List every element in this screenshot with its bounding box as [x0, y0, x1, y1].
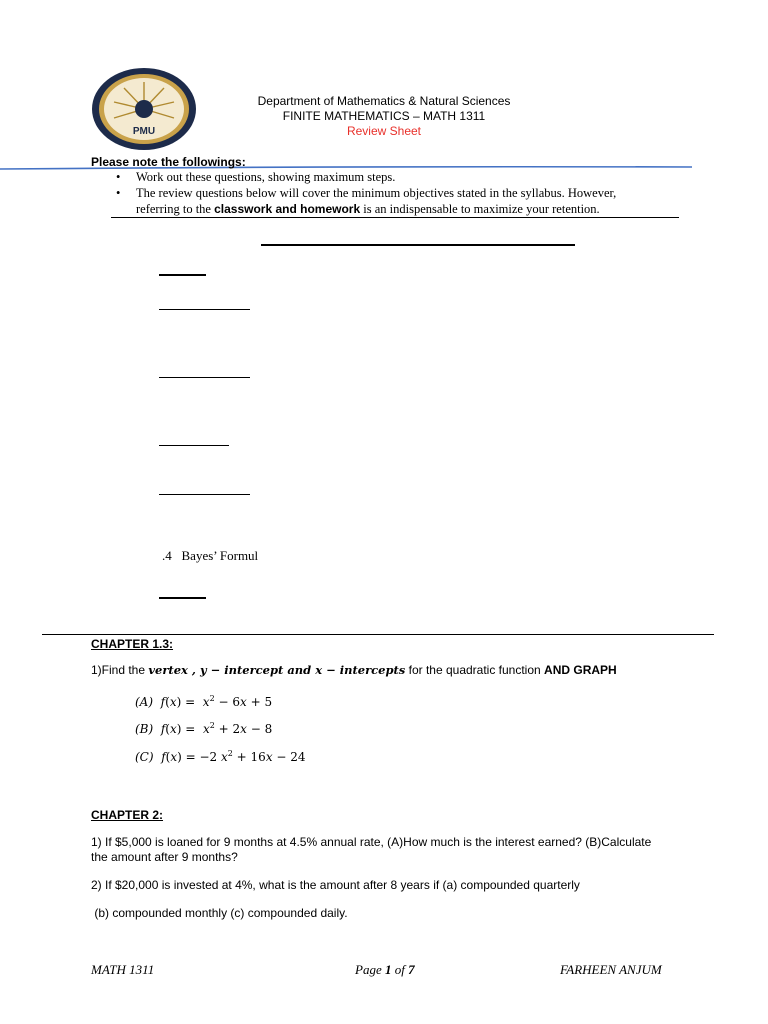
review-sheet-label: Review Sheet — [346, 124, 422, 138]
toc-underline — [159, 597, 206, 599]
course-title: FINITE MATHEMATICS – MATH 1311 — [282, 109, 486, 123]
chapter-1-3-title: CHAPTER 1.3: — [91, 637, 174, 651]
function-b: (B) $f(x) = x^2 + 2x - 8$ — [135, 721, 273, 736]
bullet-icon: • — [116, 186, 121, 200]
university-logo — [90, 66, 198, 152]
chapter-2-question-1-line1: 1) If $5,000 is loaned for 9 months at 4.5% annual rate, (A)How much is the interest earned? (B)Calculate — [91, 835, 652, 849]
bullet-icon: • — [116, 170, 121, 184]
toc-underline — [159, 494, 250, 495]
chapter-1-3-question-1: 1)Find the vertex , y − intercept and x − intercepts for the quadratic function AND GRAPH — [91, 663, 617, 677]
footer-page-number: Page 1 of 7 — [355, 962, 415, 977]
chapter-2-title: CHAPTER 2: — [91, 808, 164, 822]
notes-title: Please note the followings: — [91, 155, 246, 169]
department-name: Department of Mathematics & Natural Sciences — [257, 94, 511, 108]
toc-underline — [159, 309, 250, 310]
logo-text: PMU — [132, 126, 156, 137]
toc-underline — [159, 274, 206, 276]
footer-course: MATH 1311 — [91, 962, 155, 977]
section-divider — [42, 634, 714, 635]
bayes-formula-fragment: .4 Bayes’ Formul — [162, 548, 259, 563]
function-a: (A) $f(x) = x^2 - 6x + 5$ — [135, 694, 273, 709]
function-c: (C) f(x) = −2 $x^2 + 16x - 24$ — [135, 749, 306, 764]
toc-title-underline — [261, 244, 575, 246]
notes-divider — [111, 217, 679, 218]
chapter-2-question-2-line2: (b) compounded monthly (c) compounded daily. — [91, 906, 348, 920]
toc-underline — [159, 377, 250, 378]
chapter-2-question-2-line1: 2) If $20,000 is invested at 4%, what is the amount after 8 years if (a) compounded quarterly — [91, 878, 580, 892]
footer-author: FARHEEN ANJUM — [560, 962, 662, 977]
toc-underline — [159, 445, 229, 446]
chapter-2-question-1-line2: the amount after 9 months? — [91, 850, 238, 864]
